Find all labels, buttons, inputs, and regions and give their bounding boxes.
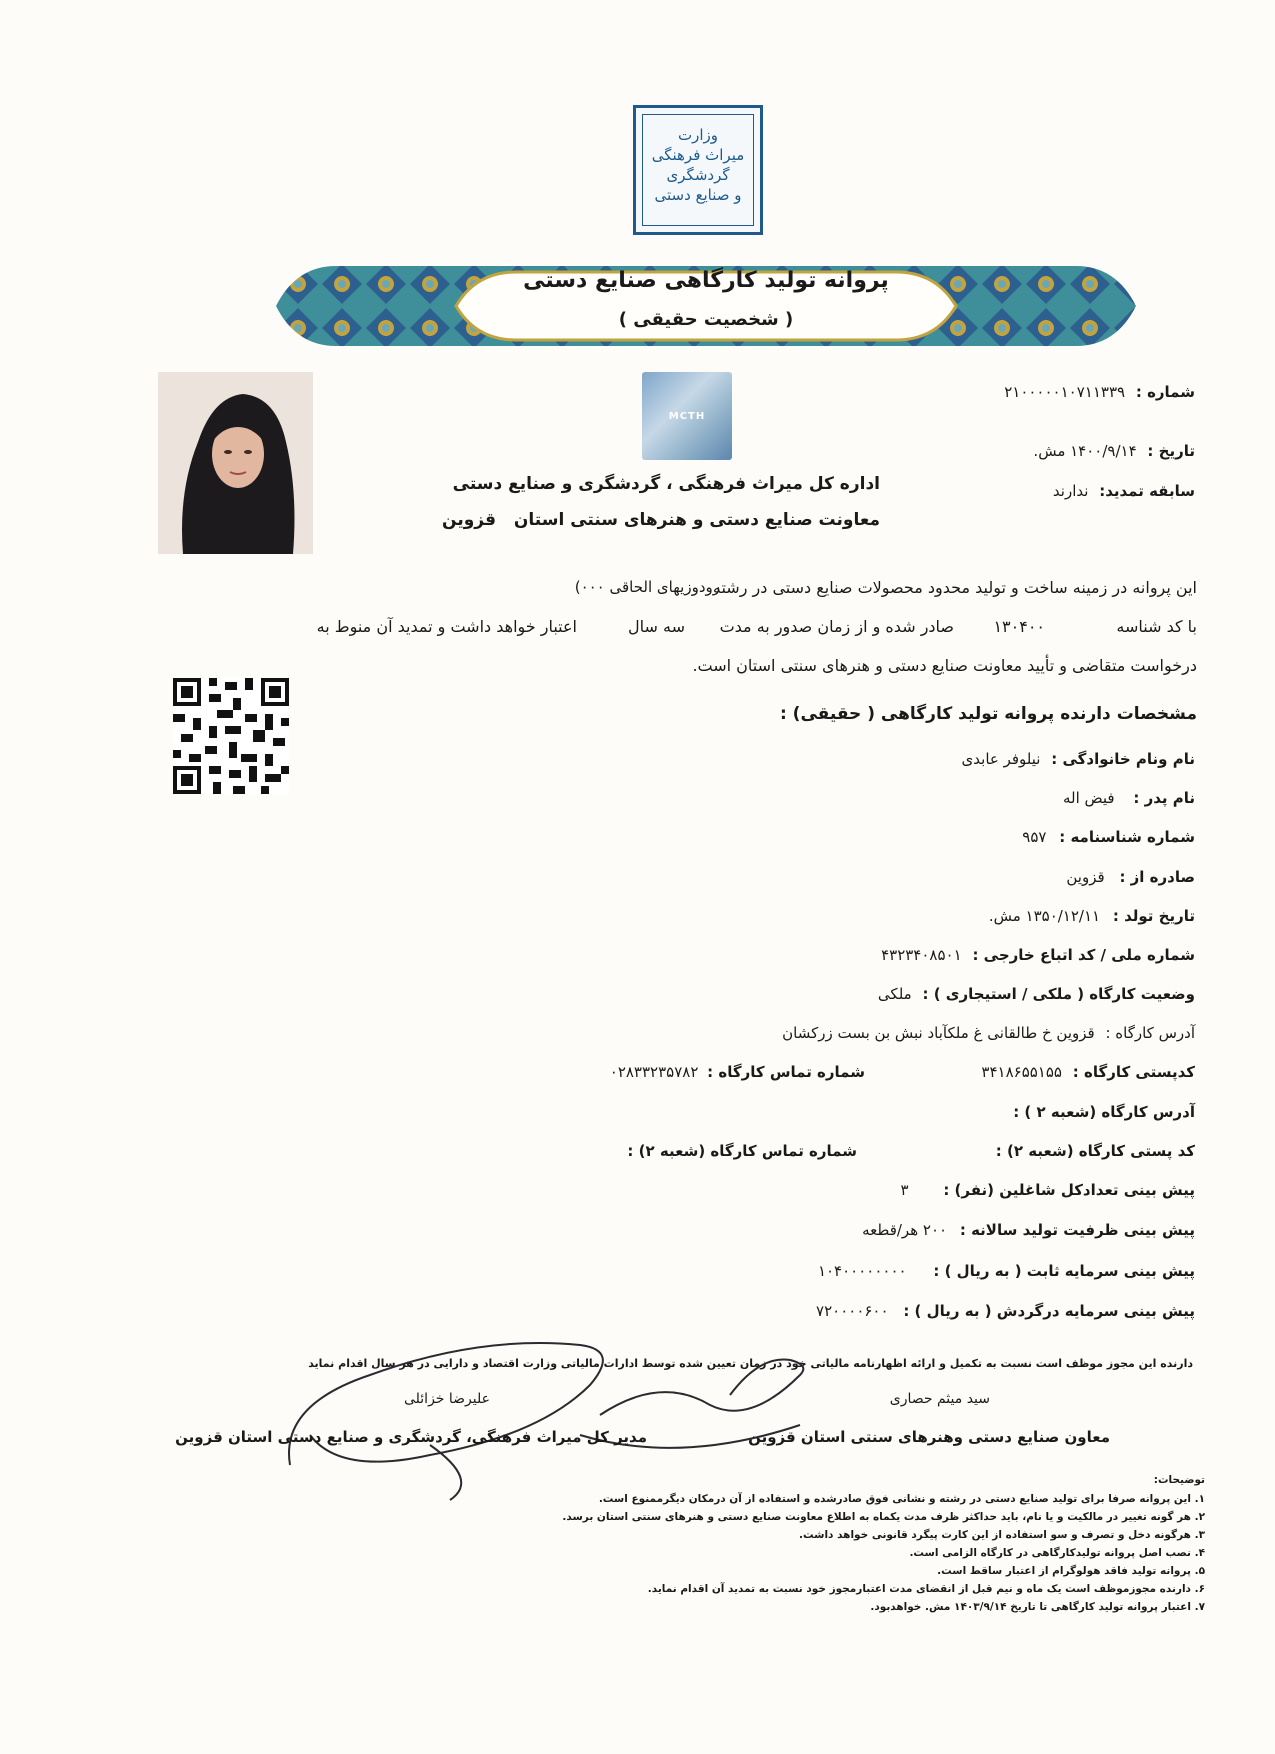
idno-label: شماره شناسنامه : — [1059, 828, 1195, 846]
idno-value: ۹۵۷ — [1022, 828, 1047, 846]
national-row — [881, 946, 1195, 964]
name-value: نیلوفر عابدی — [961, 750, 1041, 768]
postal2-label: کد پستی کارگاه (شعبه ۲) : — [995, 1142, 1195, 1160]
note-item: ۵. پروانه تولید فاقد هولوگرام از اعتبار ساقط است. — [937, 1565, 1205, 1577]
notes-list — [562, 1490, 1205, 1616]
notes-heading: توضیحات: — [1153, 1474, 1205, 1486]
issued-row — [1066, 868, 1195, 886]
birth-value: ۱۳۵۰/۱۲/۱۱ مش. — [988, 907, 1101, 925]
number-row — [1004, 383, 1195, 401]
emblem-line-3: گردشگری — [666, 166, 730, 184]
hologram-seal — [642, 372, 732, 460]
date-label: تاریخ : — [1147, 442, 1195, 460]
issued-label: صادره از : — [1119, 868, 1195, 886]
director-title: مدیر کل میراث فرهنگی، گردشگری و صنایع دستی استان قزوین — [175, 1428, 647, 1446]
emblem-line-2: میراث فرهنگی — [651, 146, 745, 164]
phone2-label: شماره تماس کارگاه (شعبه ۲) : — [627, 1142, 857, 1160]
note-item: ۳. هرگونه دخل و تصرف و سو استفاده از این کارت پیگرد قانونی خواهد داشت. — [799, 1529, 1205, 1541]
postal-label: کدپستی کارگاه : — [1072, 1063, 1195, 1081]
emblem-text — [642, 114, 754, 226]
intro-code-label: با کد شناسه — [1116, 617, 1197, 636]
staff-label: پیش بینی تعدادکل شاغلین (نفر) : — [943, 1181, 1195, 1199]
staff-value: ۳ — [900, 1181, 909, 1199]
renewal-value: ندارند — [1052, 482, 1089, 500]
status-label: وضعیت کارگاه ( ملکی / استیجاری ) : — [922, 985, 1195, 1003]
national-label: شماره ملی / کد اتباع خارجی : — [972, 946, 1195, 964]
intro-craft-field: رودوزیهای الحاقی ۰۰۰) — [574, 578, 720, 596]
emblem-line-1: وزارت — [677, 126, 719, 144]
national-value: ۴۳۲۳۴۰۸۵۰۱ — [881, 946, 962, 964]
date-value: ۱۴۰۰/۹/۱۴ مش. — [1033, 442, 1137, 460]
intro-issued-text: صادر شده و از زمان صدور به مدت — [719, 617, 954, 636]
capacity-row — [862, 1221, 1195, 1239]
capacity-label: پیش بینی ظرفیت تولید سالانه : — [959, 1221, 1195, 1239]
note-item: ۴. نصب اصل پروانه تولیدکارگاهی در کارگاه الزامی است. — [909, 1547, 1205, 1559]
working-capital-label: پیش بینی سرمایه درگردش ( به ریال ) : — [903, 1302, 1195, 1320]
deputy-title: معاون صنایع دستی وهنرهای سنتی استان قزوین — [748, 1428, 1110, 1446]
address-row — [782, 1024, 1195, 1042]
tax-note: دارنده این مجوز موظف است نسبت به تکمیل و ارائه اظهارنامه مالیاتی خود در زمان تعیین شده توسط ادارات مالیاتی وزارت اقتصاد و دارایی در هر سال اقدام نماید — [308, 1357, 1193, 1370]
document-subtitle: ( شخصیت حقیقی ) — [618, 309, 794, 330]
phone-row — [610, 1063, 865, 1081]
office-province: قزوین — [442, 510, 496, 530]
date-row — [1033, 442, 1195, 460]
signature-strokes — [280, 1315, 820, 1515]
renewal-label: سابقه تمدید: — [1099, 482, 1195, 500]
number-label: شماره : — [1135, 383, 1195, 401]
address-value: قزوین خ طالقانی غ ملکآباد نبش بن بست زرکشان — [782, 1024, 1095, 1042]
working-capital-value: ۷۲۰۰۰۰۶۰۰ — [816, 1302, 889, 1320]
fixed-capital-label: پیش بینی سرمایه ثابت ( به ریال ) : — [933, 1262, 1195, 1280]
father-value: فیض اله — [1062, 789, 1115, 807]
postal-value: ۳۴۱۸۶۵۵۱۵۵ — [981, 1063, 1062, 1081]
phone-value: ۰۲۸۳۳۲۳۵۷۸۲ — [609, 1063, 699, 1081]
father-row — [1063, 789, 1195, 807]
note-item: ۷. اعتبار پروانه تولید کارگاهی تا تاریخ ۱۴۰۳/۹/۱۴ مش. خواهدبود. — [870, 1601, 1205, 1613]
director-name: علیرضا خزائلی — [403, 1391, 490, 1407]
issued-value: قزوین — [1066, 868, 1105, 886]
name-label: نام ونام خانوادگی : — [1051, 750, 1195, 768]
status-value: ملکی — [877, 985, 912, 1003]
intro-line-3: درخواست متقاضی و تأیید معاونت صنایع دستی و هنرهای سنتی استان است. — [692, 656, 1197, 675]
intro-line-1: این پروانه در زمینه ساخت و تولید محدود محصولات صنایع دستی در رشته — [712, 578, 1197, 597]
note-item: ۲. هر گونه تغییر در مالکیت و یا نام، باید حداکثر ظرف مدت یکماه به اطلاع معاونت صنایع دستی و هنرهای سنتی استان برسد. — [562, 1511, 1205, 1523]
status-row — [878, 985, 1195, 1003]
working-capital-row — [816, 1302, 1195, 1320]
office-deputy: معاونت صنایع دستی و هنرهای سنتی استان — [513, 510, 880, 530]
father-label: نام پدر : — [1133, 789, 1195, 807]
number-value: ۲۱۰۰۰۰۰۱۰۷۱۱۳۳۹ — [1004, 383, 1126, 401]
intro-duration: سه سال — [628, 617, 685, 636]
birth-label: تاریخ تولد : — [1112, 907, 1195, 925]
office-line-1: اداره کل میراث فرهنگی ، گردشگری و صنایع دستی — [452, 474, 880, 494]
hologram-label: MCTH — [668, 410, 706, 422]
emblem-line-4: و صنایع دستی — [654, 186, 742, 204]
address2-label: آدرس کارگاه (شعبه ۲ ) : — [1013, 1103, 1195, 1121]
renewal-row — [1053, 482, 1195, 500]
intro-validity-text: اعتبار خواهد داشت و تمدید آن منوط به — [316, 617, 577, 636]
postal-row — [981, 1063, 1195, 1081]
idno-row — [1022, 828, 1195, 846]
fixed-capital-row — [818, 1262, 1195, 1280]
address-label: آدرس کارگاه : — [1105, 1024, 1195, 1042]
ministry-emblem — [633, 105, 763, 235]
fixed-capital-value: ۱۰۴۰۰۰۰۰۰۰۰ — [817, 1262, 907, 1280]
holder-photo — [158, 372, 313, 554]
birth-row — [989, 907, 1195, 925]
phone-label: شماره تماس کارگاه : — [707, 1063, 865, 1081]
name-row — [962, 750, 1195, 768]
note-item: ۱. این پروانه صرفا برای تولید صنایع دستی در رشته و نشانی فوق صادرشده و استفاده از آن درمکان دیگرممنوع است. — [598, 1493, 1205, 1505]
qr-code — [173, 678, 289, 794]
holder-heading: مشخصات دارنده پروانه تولید کارگاهی ( حقیقی) : — [779, 704, 1197, 724]
capacity-value: ۲۰۰ هر/قطعه — [862, 1221, 948, 1239]
document-title: پروانه تولید کارگاهی صنایع دستی — [523, 268, 889, 293]
office-line-2 — [442, 510, 880, 530]
staff-row — [900, 1181, 1195, 1199]
deputy-name: سید میثم حصاری — [889, 1391, 990, 1407]
note-item: ۶. دارنده مجوزموظف است یک ماه و نیم قبل از انقضای مدت اعتبارمجوز خود نسبت به تمدید آن اقدام نماید. — [647, 1583, 1205, 1595]
intro-code-value: ۱۳۰۴۰۰ — [993, 617, 1045, 636]
